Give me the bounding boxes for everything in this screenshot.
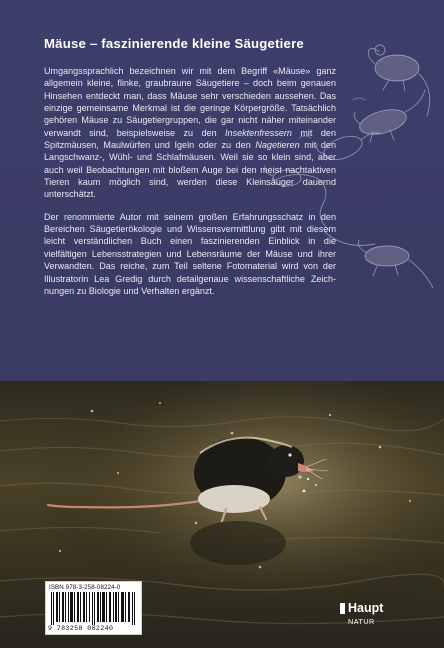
blurb-text [44,65,336,297]
barcode-label [45,581,142,635]
italic-term-insectivores: Insektenfressern [225,127,292,138]
isbn-number: ISBN 978-3-258-08224-0 [49,584,121,591]
barcode-digits: 9 783258 082240 [48,625,114,632]
cover-title: Mäuse – faszinierende kleine Säugetiere [44,36,304,51]
blurb-paragraph-1-part-c: mit den Langschwanz-, Wühl- und Schlafmäusen. Weil sie so klein sind, aber auch weil Beobachtungen mit bloßem Auge bei den meist nachtaktiven Tieren kaum möglich sind, werden diese Kleinsäuger dauernd unterschätzt. [44,140,336,200]
haupt-logo-icon [340,603,345,614]
blurb-paragraph-1-part-b: mit den Spitzmäusen, Maulwürfen und Igeln oder zu den [44,127,336,151]
series-name: NATUR [348,617,375,626]
blurb-paragraph-1 [44,65,336,201]
publisher-logo [340,602,420,634]
blurb-paragraph-1-part-a: Umgangssprachlich bezeichnen wir mit dem Begriff «Mäuse» ganz allgemein kleine, flinke, graubraune Säugetiere – doch beim genauen Hinsehen entdeckt man, dass Mäuse sehr verschieden aussehen. Das einzige gemeinsame Merkmal ist die geringe Körpergröße. Tatsächlich gehören Mäuse zu Säugetiergruppen, die gar nicht näher miteinander verwandt sind, beispielsweise zu den [44,66,336,138]
blurb-paragraph-2: Der renommierte Autor mit seinem großen Erfahrungsschatz in den Bereichen Säugetierökologie und Wissensvermittlung gibt mit diesem leicht verständlichen Buch einen faszinierenden Einblick in die vielfältigen Lebensstrategien und Lebensräume der Mäuse und ihrer Verwandten. Das reiche, zum Teil seltene Fotomaterial wird von der Illustratorin Lea Gredig durch detailgenaue wissenschaftliche Zeichnungen zu Biologie und Verhalten ergänzt. [44,211,336,296]
logo-row [340,602,383,615]
barcode-icon [51,592,136,625]
publisher-name: Haupt [348,601,384,615]
italic-term-rodents: Nagetieren [255,140,300,151]
